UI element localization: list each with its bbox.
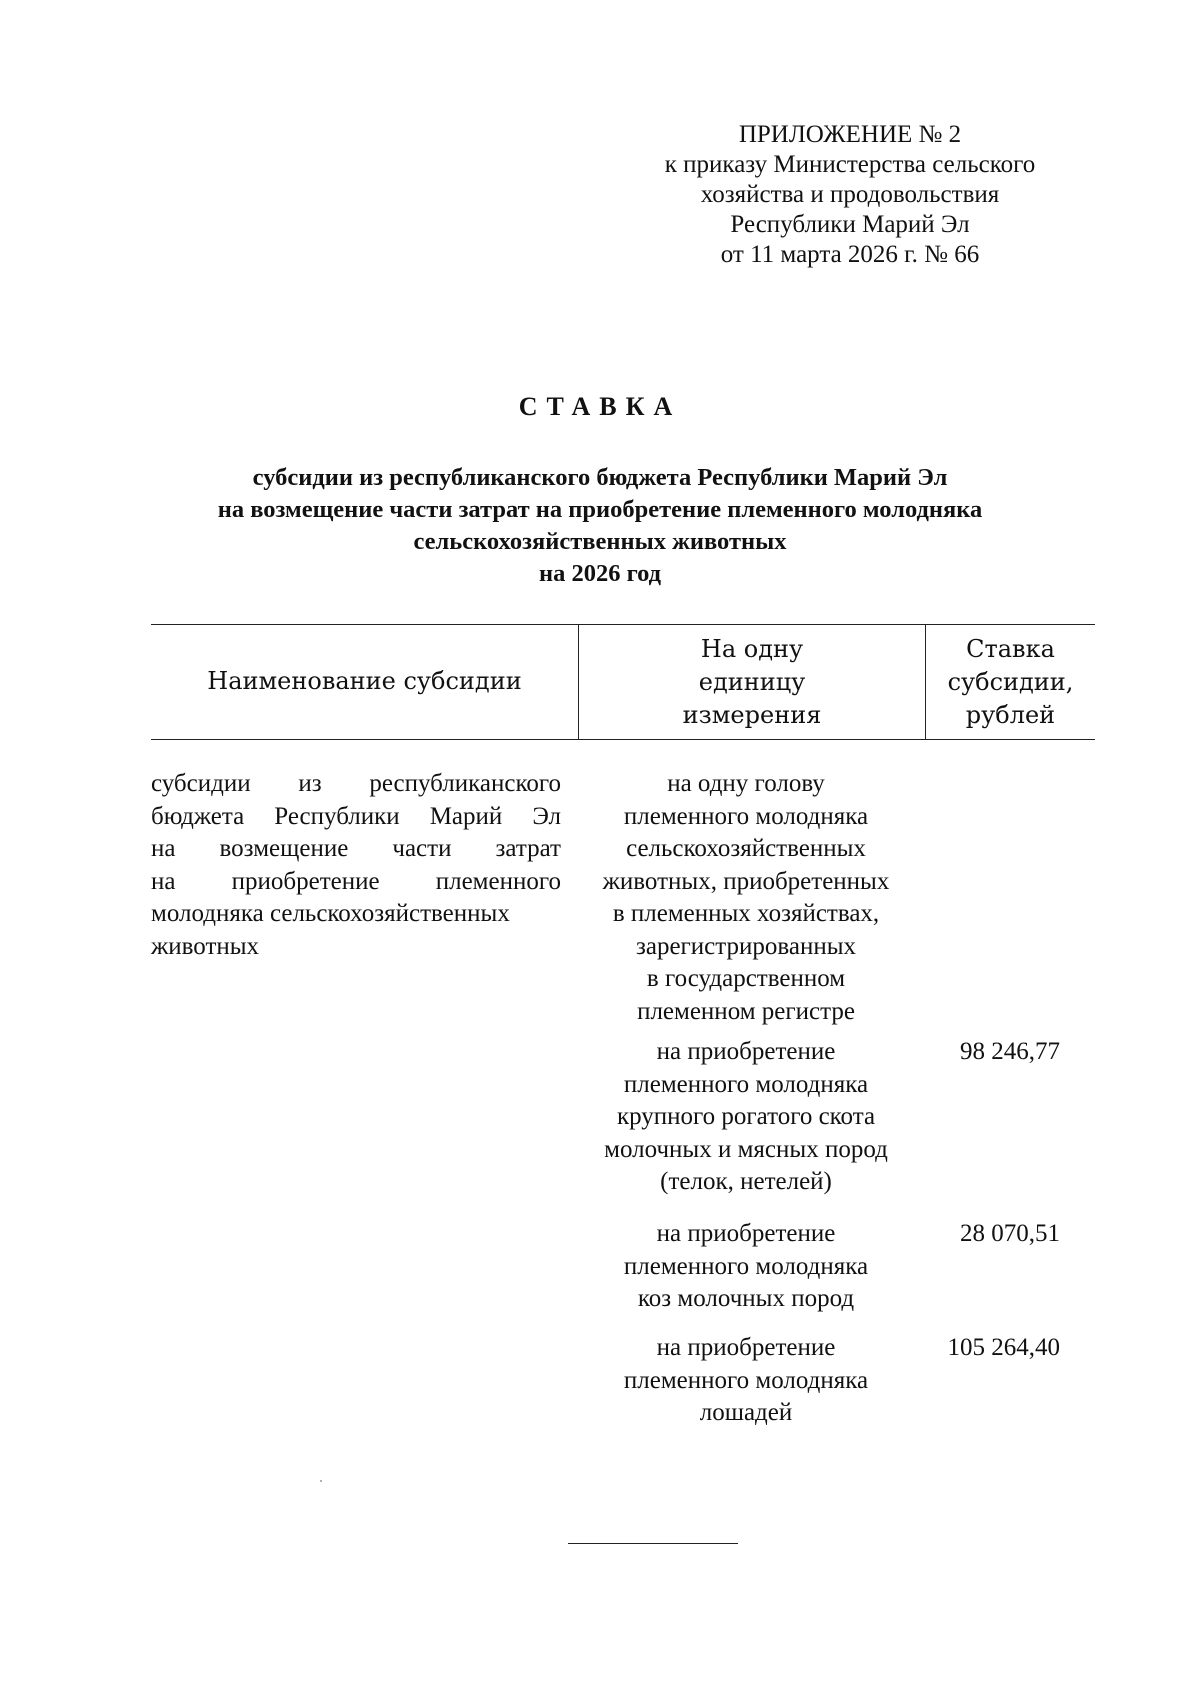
subsidy-name-line: на приобретение племенного (151, 867, 561, 895)
subsidy-name-line: животных (151, 932, 260, 960)
table-top-rule (151, 624, 1095, 625)
appendix-header (600, 120, 1100, 270)
table-row-unit: на приобретение племенного молодняка крупного рогатого скота молочных и мясных пород (телок, нетелей) (604, 1038, 888, 1195)
subsidy-name-line: на возмещение части затрат (151, 835, 561, 862)
table-row-unit: на приобретение племенного молодняка коз молочных пород (623, 1220, 869, 1312)
subsidy-name-line: бюджета Республики Марий Эл (151, 802, 561, 830)
table-row-rate: 105 264,40 (947, 1334, 1060, 1361)
unit-general-cell: на одну голову племенного молодняка сельскохозяйственных животных, приобретенных в племенных хозяйствах, зарегистрированных в государственном племенном регистре (602, 770, 890, 1025)
document-title: СТАВКА (518, 392, 682, 421)
document-subtitle (100, 462, 1100, 590)
subtitle-line: сельскохозяйственных животных (413, 528, 787, 555)
table-row-rate: 98 246,77 (960, 1038, 1060, 1065)
header-name: Наименование субсидии (207, 667, 522, 695)
table-row-rate: 28 070,51 (960, 1220, 1060, 1247)
end-of-document-rule (568, 1543, 738, 1544)
subsidy-name-line: субсидии из республиканского (151, 770, 561, 797)
header-unit: На одну единицу измерения (682, 635, 822, 729)
table-header-rule (151, 739, 1095, 740)
appendix-date: от 11 марта 2026 г. № 66 (720, 241, 980, 268)
appendix-line: к приказу Министерства сельского (664, 151, 1036, 178)
subsidy-name-line: молодняка сельскохозяйственных (151, 900, 510, 927)
appendix-line: Республики Марий Эл (730, 211, 970, 238)
subtitle-line: субсидии из республиканского бюджета Республики Марий Эл (252, 464, 948, 491)
subtitle-line: на 2026 год (538, 560, 662, 587)
scan-speck (320, 1480, 322, 1482)
table-row-unit: на приобретение племенного молодняка лошадей (623, 1334, 869, 1426)
appendix-line: хозяйства и продовольствия (700, 181, 1000, 208)
subsidy-name-cell (151, 768, 561, 963)
appendix-number: ПРИЛОЖЕНИЕ № 2 (738, 121, 962, 148)
subtitle-line: на возмещение части затрат на приобретение племенного молодняка (217, 496, 983, 523)
header-rate: Ставка субсидии, рублей (947, 635, 1074, 729)
